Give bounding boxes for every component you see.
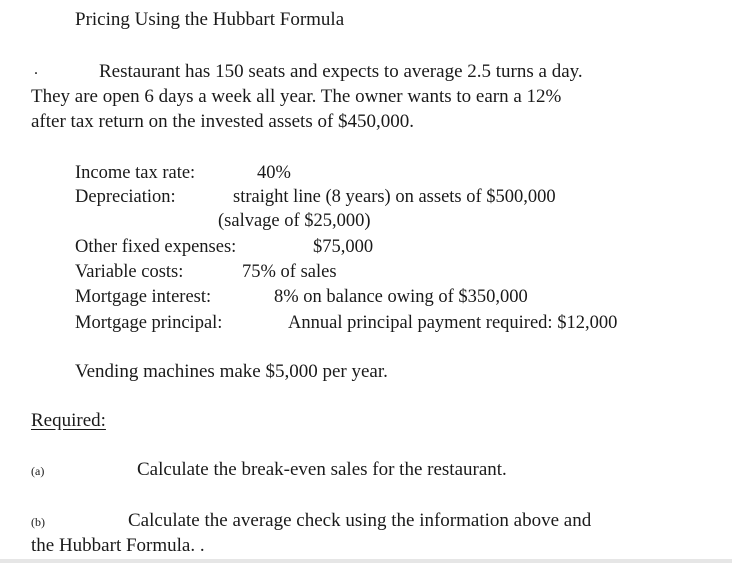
mortgage-principal-label: Mortgage principal:: [75, 313, 223, 333]
intro-bullet: .: [34, 61, 38, 78]
required-heading: Required:: [31, 410, 106, 431]
depreciation-value: straight line (8 years) on assets of $500,000: [233, 187, 556, 207]
part-b-text-line-2: the Hubbart Formula. .: [31, 535, 205, 556]
depreciation-label: Depreciation:: [75, 187, 176, 207]
mortgage-interest-value: 8% on balance owing of $350,000: [274, 287, 528, 307]
variable-costs-label: Variable costs:: [75, 262, 184, 282]
other-fixed-expenses-value: $75,000: [313, 237, 374, 257]
depreciation-salvage-note: (salvage of $25,000): [218, 211, 371, 231]
income-tax-value: 40%: [257, 163, 291, 183]
part-a-text: Calculate the break-even sales for the restaurant.: [137, 459, 507, 480]
vending-machines-note: Vending machines make $5,000 per year.: [75, 361, 388, 382]
other-fixed-expenses-label: Other fixed expenses:: [75, 237, 237, 257]
part-b-marker: (b): [31, 515, 45, 529]
document-title: Pricing Using the Hubbart Formula: [75, 9, 345, 30]
bottom-divider: [0, 559, 732, 563]
variable-costs-value: 75% of sales: [242, 262, 337, 282]
part-b-text-line-1: Calculate the average check using the information above and: [128, 510, 592, 531]
intro-line-1: Restaurant has 150 seats and expects to average 2.5 turns a day.: [99, 61, 583, 82]
mortgage-interest-label: Mortgage interest:: [75, 287, 212, 307]
intro-line-3: after tax return on the invested assets of $450,000.: [31, 111, 415, 132]
income-tax-label: Income tax rate:: [75, 163, 196, 183]
intro-line-2: They are open 6 days a week all year. The owner wants to earn a 12%: [31, 86, 562, 107]
mortgage-principal-value: Annual principal payment required: $12,000: [288, 313, 618, 333]
part-a-marker: (a): [31, 464, 45, 478]
